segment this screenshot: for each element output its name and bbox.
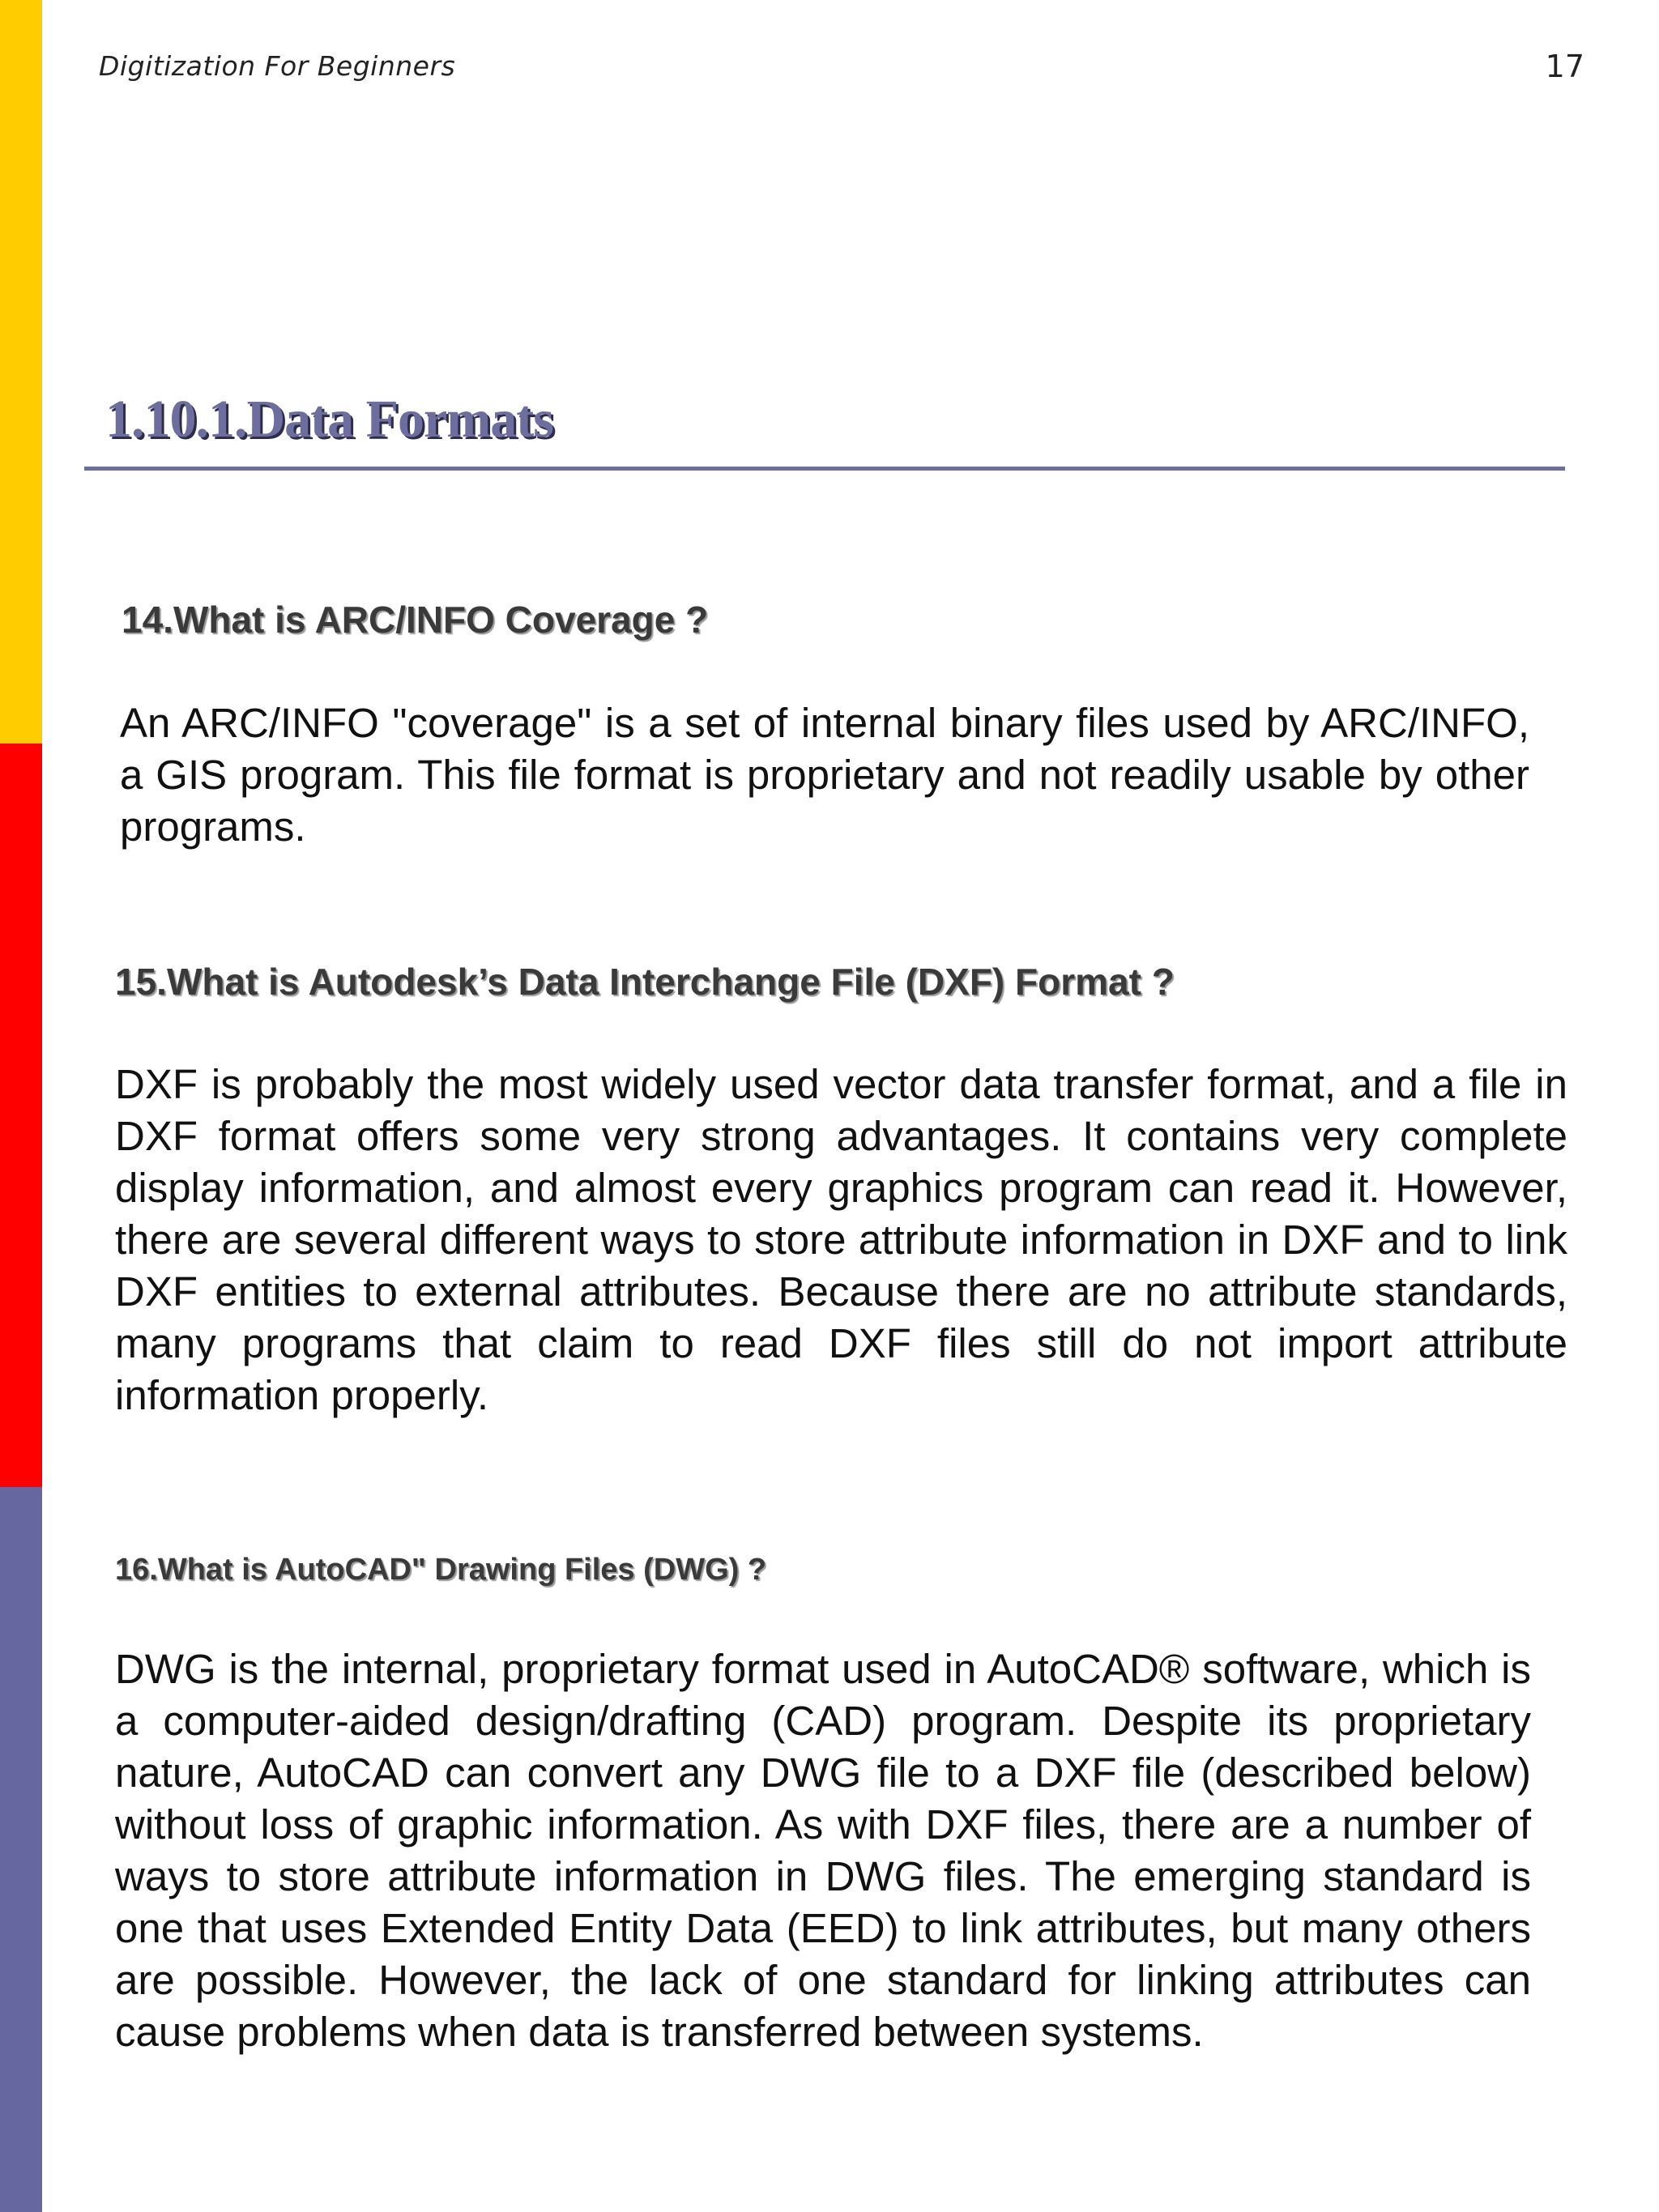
title-underline-rule	[84, 467, 1565, 471]
side-bar-yellow-segment	[0, 0, 42, 744]
question-16-heading: 16.What is AutoCAD" Drawing Files (DWG) ?	[115, 1553, 767, 1587]
section-title: 1.10.1.Data Formats	[105, 390, 553, 449]
question-14-heading: 14.What is ARC/INFO Coverage ?	[122, 599, 709, 641]
question-15-answer: DXF is probably the most widely used vector data transfer format, and a file in DXF format offers some very strong advantages. It contains very complete display information, and almost every graphics program can read it. However, there are several different ways to store attribute information in DXF and to link DXF entities to external attributes. Because there are no attribute standards, many programs that claim to read DXF files still do not import attribute information properly.	[115, 1061, 1567, 1418]
side-bar-red-segment	[0, 744, 42, 1487]
question-14-answer: An ARC/INFO "coverage" is a set of internal binary files used by ARC/INFO, a GIS program. This file format is proprietary and not readily usable by other programs.	[120, 700, 1529, 850]
side-bar-blue-segment	[0, 1487, 42, 2212]
question-16-answer: DWG is the internal, proprietary format used in AutoCAD® software, which is a computer-aided design/drafting (CAD) program. Despite its proprietary nature, AutoCAD can convert any DWG file to a DXF file (described below) without loss of graphic information. As with DXF files, there are a number of ways to store attribute information in DWG files. The emerging standard is one that uses Extended Entity Data (EED) to link attributes, but many others are possible. However, the lack of one standard for linking attributes can cause problems when data is transferred between systems.	[115, 1646, 1531, 2055]
page-number: 17	[1545, 49, 1584, 84]
question-15-heading: 15.What is Autodesk’s Data Interchange File (DXF) Format ?	[115, 961, 1175, 1003]
running-header: Digitization For Beginners	[99, 50, 456, 82]
